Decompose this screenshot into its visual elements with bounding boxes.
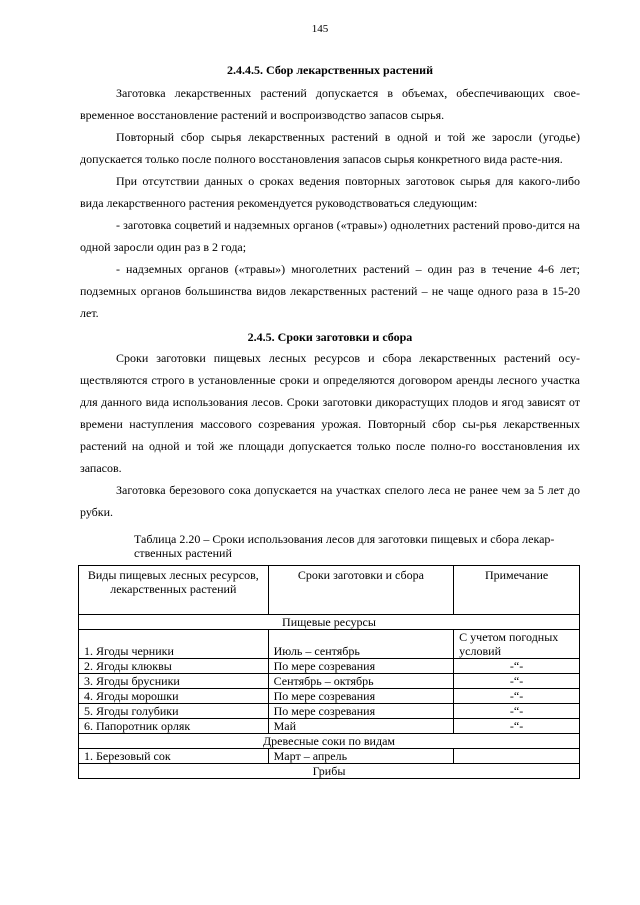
cell-name: 6. Папоротник орляк: [79, 719, 269, 734]
page-number: 145: [311, 23, 329, 35]
cell-note: С учетом погодных условий: [454, 630, 580, 659]
section-title-harvest-medicinal: 2.4.4.5. Сбор лекарственных растений: [227, 63, 433, 77]
table-row: [79, 659, 580, 674]
harvest-terms-table: [78, 565, 580, 779]
table-row: [79, 704, 580, 719]
column-header: Примечание: [454, 566, 580, 615]
paragraph: - надземных органов («травы») многолетних растений – один раз в течение 4-6 лет; подземных органов большинства видов лекарственных растений – не чаще одного раза в 15-20 лет.: [80, 262, 580, 320]
cell-name: 5. Ягоды голубики: [79, 704, 269, 719]
table-row: [79, 674, 580, 689]
cell-period: Май: [268, 719, 454, 734]
table-row: [79, 749, 580, 764]
group-title: Древесные соки по видам: [79, 734, 580, 749]
group-title: Пищевые ресурсы: [79, 615, 580, 630]
table-row: [79, 719, 580, 734]
document-body: [80, 62, 580, 779]
cell-note: -“-: [454, 704, 580, 719]
cell-period: Март – апрель: [268, 749, 454, 764]
cell-note: -“-: [454, 674, 580, 689]
cell-name: 2. Ягоды клюквы: [79, 659, 269, 674]
group-title: Грибы: [79, 764, 580, 779]
cell-note: -“-: [454, 659, 580, 674]
cell-period: По мере созревания: [268, 659, 454, 674]
cell-name: 4. Ягоды морошки: [79, 689, 269, 704]
cell-name: 1. Березовый сок: [79, 749, 269, 764]
cell-period: Сентябрь – октябрь: [268, 674, 454, 689]
cell-note: -“-: [454, 689, 580, 704]
paragraph: Заготовка лекарственных растений допускается в объемах, обеспечивающих свое-временное восстановление растений и воспроизводство запасов сырья.: [80, 86, 580, 122]
paragraph: Сроки заготовки пищевых лесных ресурсов и сбора лекарственных растений осу-ществляются строго в установленные сроки и определяются договором аренды лесного участка для данного вида использования лесов. Сроки заготовки дикорастущих плодов и ягод зависят от времени наступления массового созревания урожая. Повторный сбор сы-рья лекарственных растений на одной и той же площади допускается только после полно-го восстановления их запасов.: [80, 351, 580, 475]
paragraph: - заготовка соцветий и надземных органов («травы») однолетних растений прово-дится на одной заросли один раз в 2 года;: [80, 218, 580, 254]
section-title-harvest-terms: 2.4.5. Сроки заготовки и сбора: [247, 330, 413, 344]
table-group-row: [79, 615, 580, 630]
table-group-row: [79, 734, 580, 749]
table-caption: Таблица 2.20 – Сроки использования лесов для заготовки пищевых и сбора лекар-ственных растений: [134, 532, 555, 560]
table-header-row: [79, 566, 580, 615]
cell-note: [454, 749, 580, 764]
cell-note: -“-: [454, 719, 580, 734]
cell-name: 3. Ягоды брусники: [79, 674, 269, 689]
column-header: Виды пищевых лесных ресурсов, лекарственных растений: [79, 566, 269, 615]
cell-name: 1. Ягоды черники: [79, 630, 269, 659]
table-row: [79, 689, 580, 704]
table-group-row: [79, 764, 580, 779]
paragraph: Повторный сбор сырья лекарственных растений в одной и той же заросли (угодье) допускается только после полного восстановления запасов сырья конкретного вида расте-ния.: [80, 130, 580, 166]
cell-period: По мере созревания: [268, 704, 454, 719]
column-header: Сроки заготовки и сбора: [268, 566, 454, 615]
cell-period: Июль – сентябрь: [268, 630, 454, 659]
paragraph: При отсутствии данных о сроках ведения повторных заготовок сырья для какого-либо вида лекарственного растения рекомендуется руководствоваться следующим:: [80, 174, 580, 210]
table-row: [79, 630, 580, 659]
paragraph: Заготовка березового сока допускается на участках спелого леса не ранее чем за 5 лет до рубки.: [80, 483, 580, 519]
cell-period: По мере созревания: [268, 689, 454, 704]
